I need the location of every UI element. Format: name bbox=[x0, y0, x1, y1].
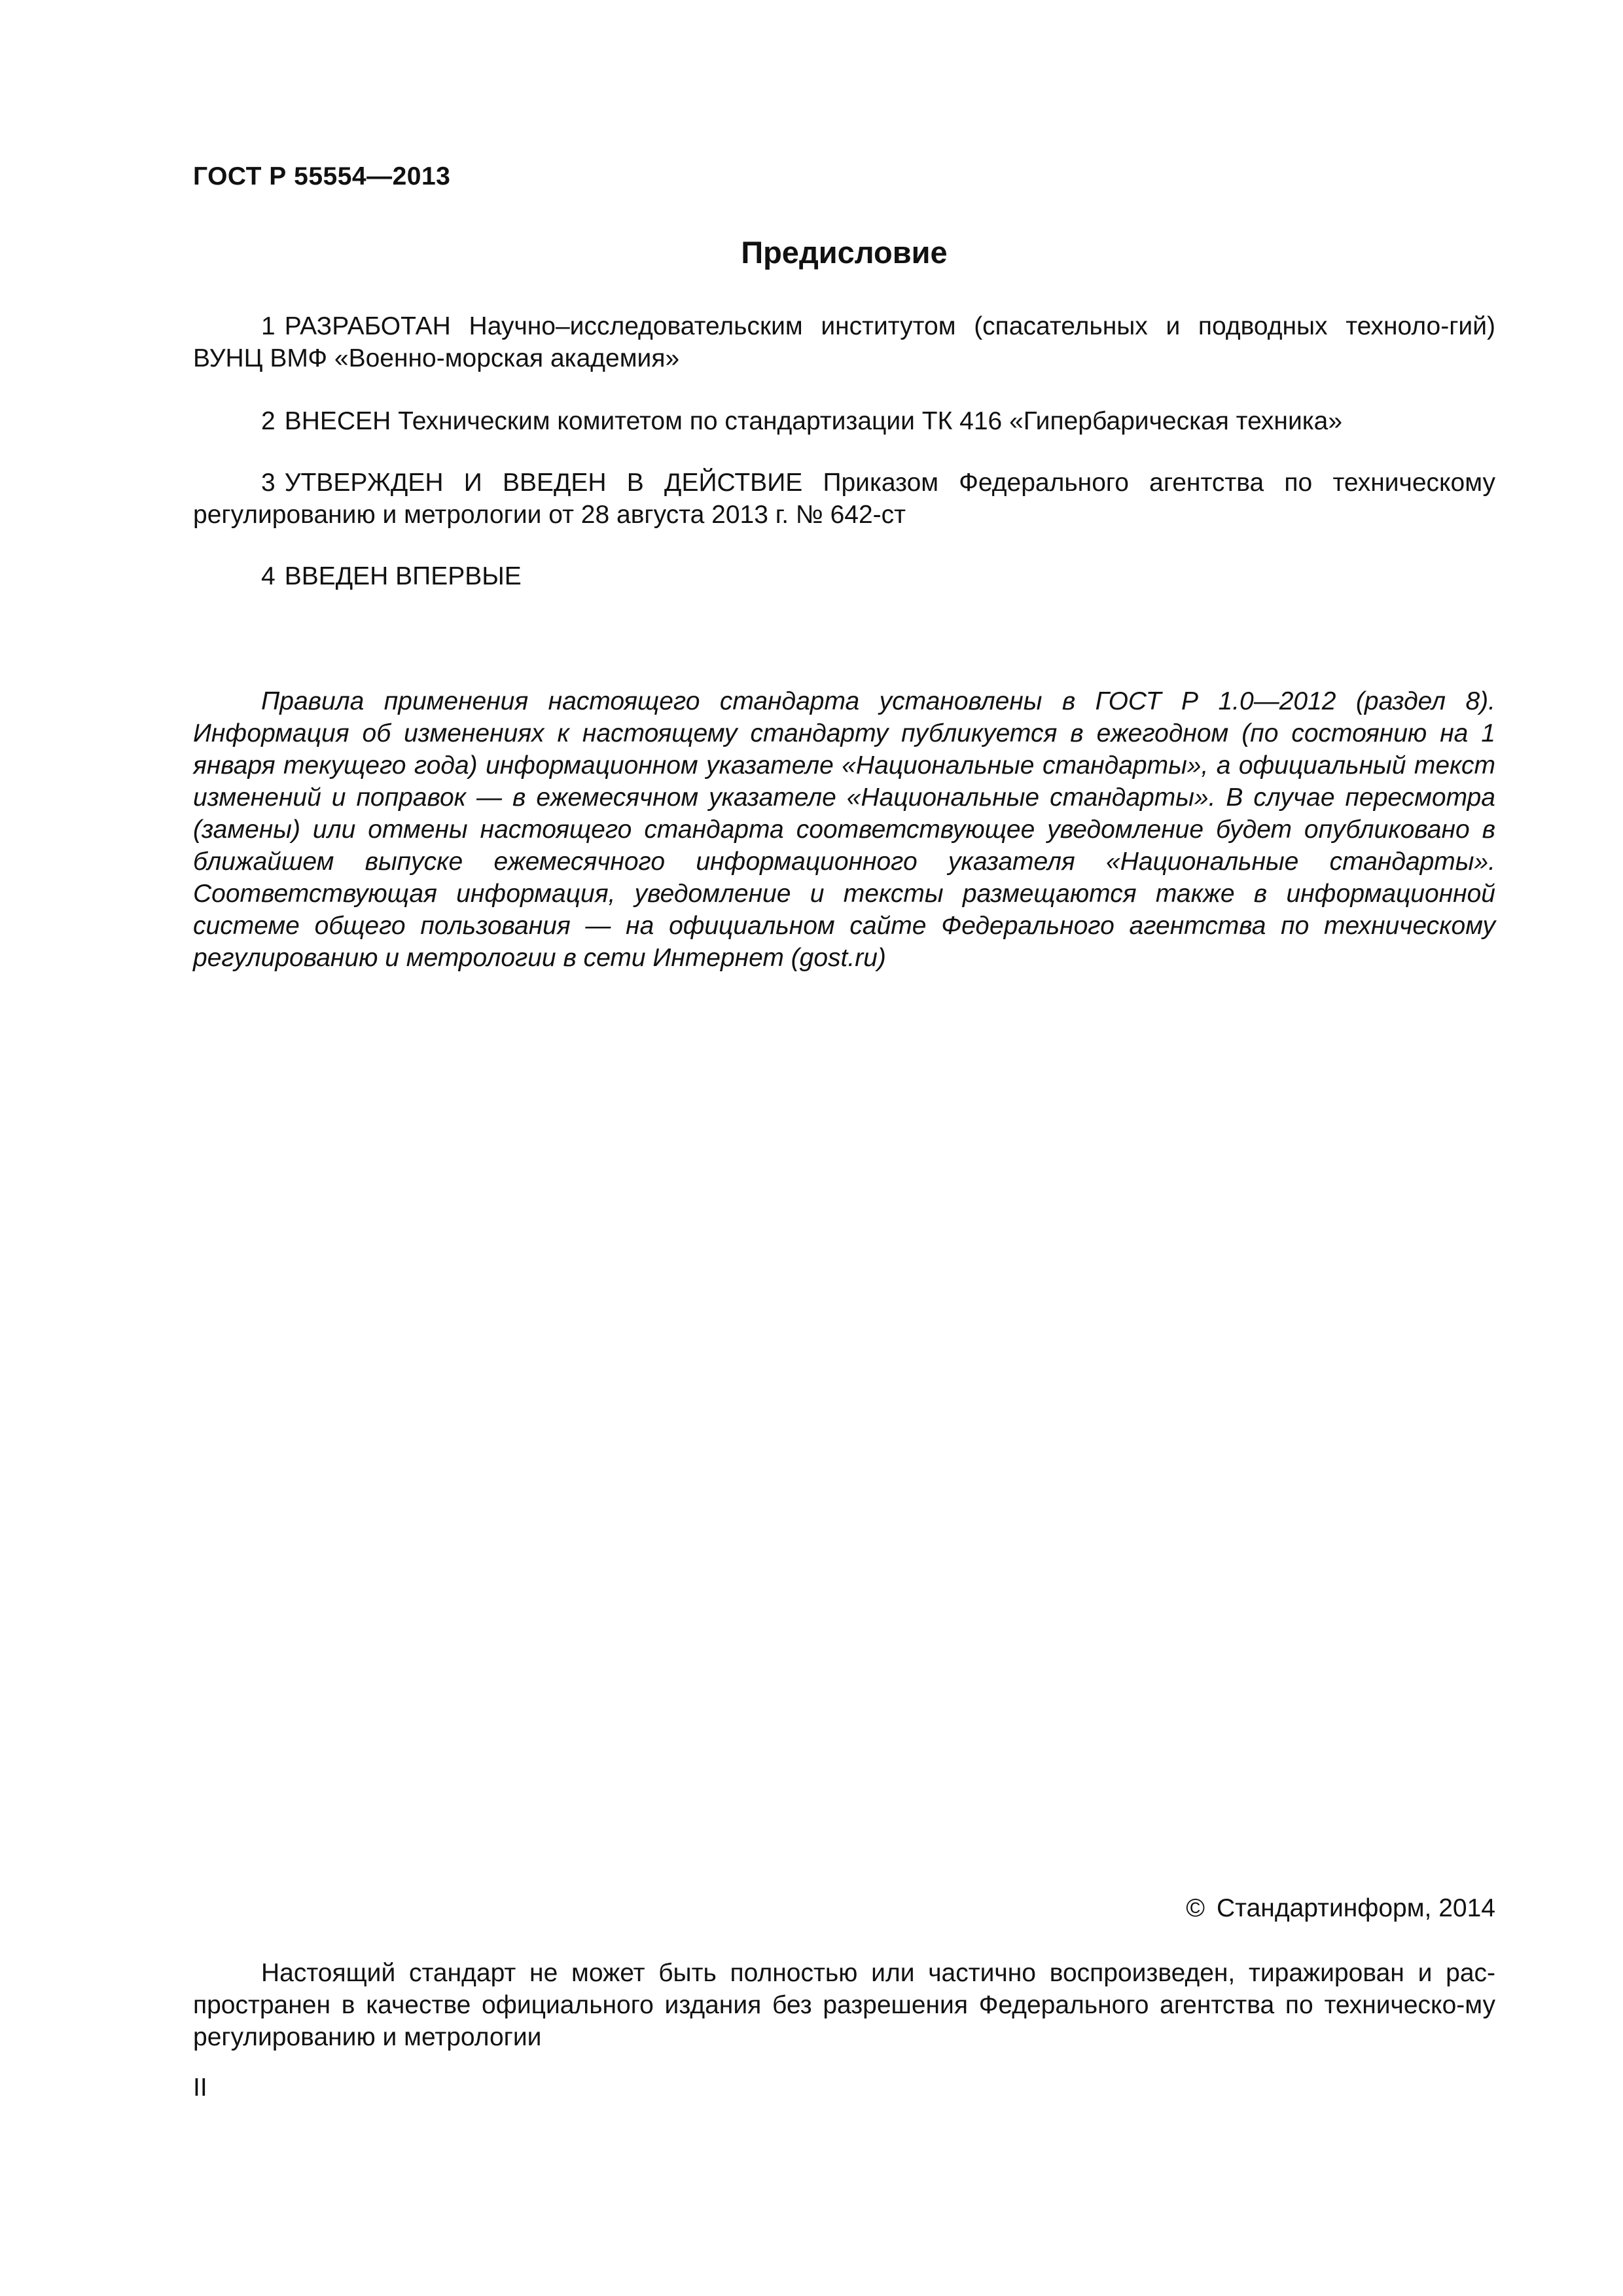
copyright-text: Стандартинформ, 2014 bbox=[1217, 1894, 1495, 1922]
preface-heading: Предисловие bbox=[741, 235, 948, 270]
preface-item-1-keyword: РАЗРАБОТАН bbox=[284, 312, 451, 340]
preface-item-1 bbox=[193, 310, 1495, 374]
preface-item-1-text: Научно–исследовательским институтом (спасательных и подводных техноло-гий) ВУНЦ ВМФ «Военно-морская академия» bbox=[193, 312, 1495, 372]
preface-item-3-keyword: УТВЕРЖДЕН И ВВЕДЕН В ДЕЙСТВИЕ bbox=[284, 469, 803, 497]
preface-item-3 bbox=[193, 467, 1495, 531]
preface-item-2-number: 2 bbox=[261, 407, 276, 435]
preface-item-4 bbox=[193, 560, 1495, 592]
preface-item-2 bbox=[193, 405, 1495, 437]
copyright-symbol: © bbox=[1186, 1894, 1205, 1922]
preface-item-2-keyword: ВНЕСЕН bbox=[284, 407, 391, 435]
reproduction-notice: Настоящий стандарт не может быть полностью или частично воспроизведен, тиражирован и рас-пространен в качестве официального издания без разрешения Федерального агентства по техническо-му регулированию и метрологии bbox=[193, 1959, 1495, 2051]
preface-item-3-number: 3 bbox=[261, 469, 276, 497]
rules-note: Правила применения настоящего стандарта установлены в ГОСТ Р 1.0—2012 (раздел 8). Информация об изменениях к настоящему стандарту публикуется в ежегодном (по состоянию на 1 января текущего года) информационном указателе «Национальные стандарты», а официальный текст изменений и поправок — в ежемесячном указателе «Национальные стандарты». В случае пересмотра (замены) или отмены настоящего стандарта соответствующее уведомление будет опубликовано в ближайшем выпуске ежемесячного информационного указателя «Национальные стандарты». Соответствующая информация, уведомление и тексты размещаются также в информационной системе общего пользования — на официальном сайте Федерального агентства по техническому регулированию и метрологии в сети Интернет (gost.ru) bbox=[193, 687, 1495, 972]
preface-item-3-text: Приказом Федерального агентства по техническому регулированию и метрологии от 28 августа 2013 г. № 642-ст bbox=[193, 469, 1495, 529]
copyright-line bbox=[1186, 1894, 1495, 1923]
page-number: II bbox=[193, 2073, 207, 2102]
preface-item-4-keyword: ВВЕДЕН ВПЕРВЫЕ bbox=[284, 562, 522, 590]
preface-item-1-number: 1 bbox=[261, 312, 276, 340]
document-code: ГОСТ Р 55554—2013 bbox=[193, 162, 451, 190]
preface-item-4-number: 4 bbox=[261, 562, 276, 590]
preface-item-2-text: Техническим комитетом по стандартизации ТК 416 «Гипербарическая техника» bbox=[391, 407, 1343, 435]
